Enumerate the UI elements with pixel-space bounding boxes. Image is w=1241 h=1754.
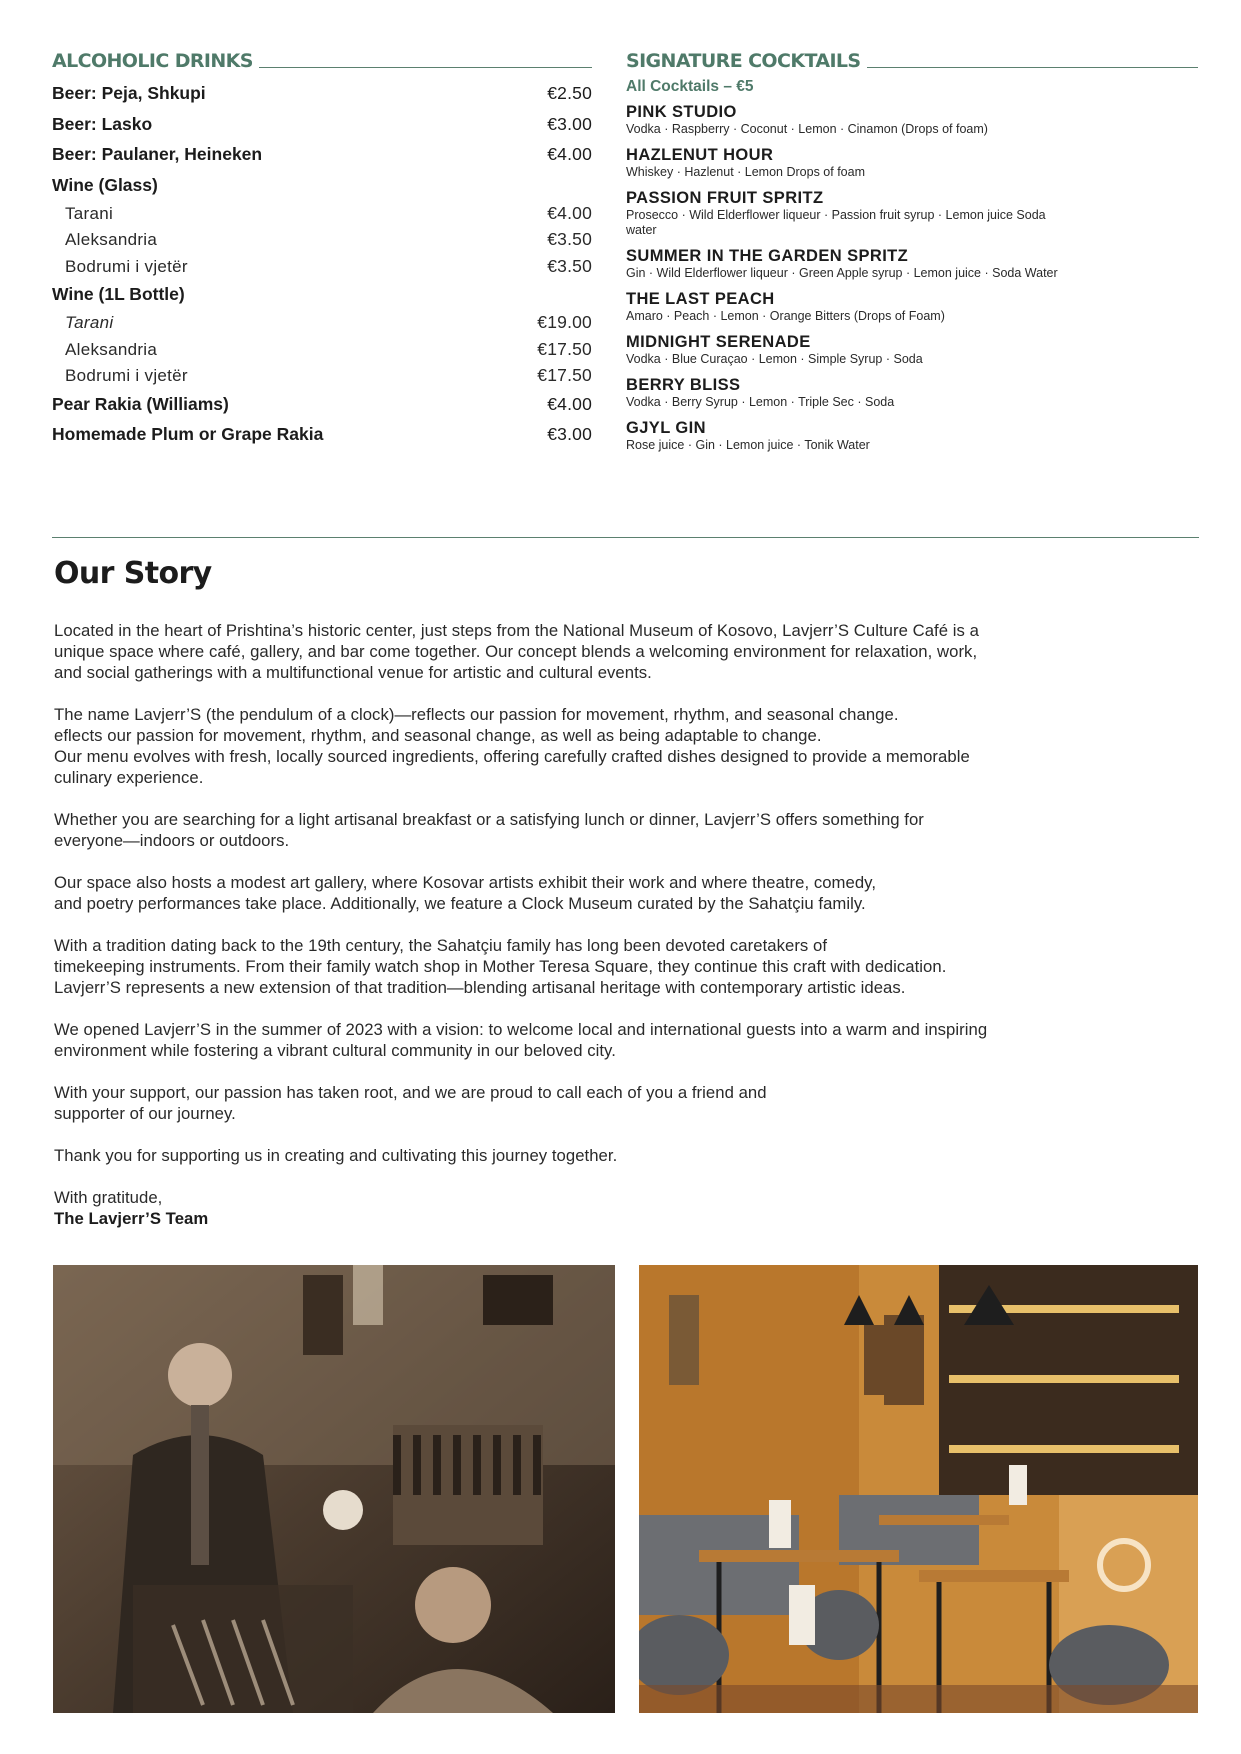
signature-cocktails-section — [626, 48, 1198, 461]
section-divider — [52, 537, 1199, 538]
cocktail-item — [626, 102, 1198, 137]
watch-shop-photo — [53, 1265, 615, 1713]
cocktail-item — [626, 246, 1198, 281]
cocktail-item — [626, 375, 1198, 410]
menu-item — [52, 336, 592, 363]
cocktail-name: PINK STUDIO — [626, 103, 737, 121]
item-name: Beer: Lasko — [52, 113, 153, 134]
cocktail-ingredients: Prosecco · Wild Elderflower liqueur · Passion fruit syrup · Lemon juice Soda water — [626, 208, 1046, 237]
item-price: €17.50 — [537, 338, 592, 359]
drink-list — [52, 78, 592, 450]
menu-item — [52, 78, 592, 109]
story-line: With a tradition dating back to the 19th century, the Sahatçiu family has long been devoted caretakers of — [54, 936, 828, 955]
item-name: Tarani — [65, 313, 114, 332]
cocktail-name: HAZLENUT HOUR — [626, 146, 774, 164]
item-price: €4.00 — [547, 393, 592, 414]
story-line: and social gatherings with a multifunctional venue for artistic and cultural events. — [54, 663, 652, 682]
item-name: Bodrumi i vjetër — [65, 256, 188, 276]
story-paragraph — [54, 935, 1204, 998]
item-price: €3.50 — [547, 229, 592, 249]
item-name: Beer: Paulaner, Heineken — [52, 144, 263, 164]
story-paragraph — [54, 872, 1204, 914]
section-rule — [867, 67, 1198, 68]
cocktail-item — [626, 145, 1198, 180]
story-line: The name Lavjerr’S (the pendulum of a clock)—reflects our passion for movement, rhythm, and seasonal change. — [54, 705, 899, 724]
watch-shop-illustration — [53, 1265, 615, 1713]
menu-item — [52, 226, 592, 253]
item-price: €4.00 — [547, 144, 592, 164]
wine-bottle-heading — [52, 279, 592, 309]
menu-item — [52, 309, 592, 336]
section-header — [52, 48, 592, 72]
item-name: Homemade Plum or Grape Rakia — [52, 424, 324, 444]
group-heading: Wine (Glass) — [52, 174, 158, 195]
item-name: Tarani — [65, 203, 114, 223]
story-line: Our menu evolves with fresh, locally sourced ingredients, offering carefully crafted dishes designed to provide a memorable — [54, 747, 970, 766]
story-line: supporter of our journey. — [54, 1104, 236, 1123]
story-line: Located in the heart of Prishtina’s historic center, just steps from the National Museum of Kosovo, Lavjerr’S Culture Café is a — [54, 621, 979, 640]
story-line: eflects our passion for movement, rhythm, and seasonal change, as well as being adaptable to change. — [54, 726, 822, 745]
cocktail-ingredients: Gin · Wild Elderflower liqueur · Green Apple syrup · Lemon juice · Soda Water — [626, 266, 1058, 280]
cocktail-ingredients: Rose juice · Gin · Lemon juice · Tonik Water — [626, 438, 870, 452]
section-title: ALCOHOLIC DRINKS — [52, 50, 253, 72]
item-name: Aleksandria — [65, 339, 158, 359]
cocktail-name: SUMMER IN THE GARDEN SPRITZ — [626, 247, 909, 265]
story-line: culinary experience. — [54, 768, 204, 787]
story-line: timekeeping instruments. From their family watch shop in Mother Teresa Square, they continue this craft with dedication. — [54, 957, 947, 976]
story-paragraph — [54, 1082, 1204, 1124]
menu-item — [52, 362, 592, 389]
item-price: €19.00 — [537, 312, 592, 332]
cocktail-price-note: All Cocktails – €5 — [626, 78, 754, 95]
story-paragraph — [54, 620, 1204, 683]
story-line: We opened Lavjerr’S in the summer of 2023 with a vision: to welcome local and international guests into a warm and inspiring — [54, 1020, 988, 1039]
story-line: unique space where café, gallery, and bar come together. Our concept blends a welcoming environment for relaxation, work, — [54, 642, 978, 661]
cocktail-name: THE LAST PEACH — [626, 290, 775, 308]
story-line: Thank you for supporting us in creating and cultivating this journey together. — [54, 1146, 618, 1165]
story-paragraph — [54, 809, 1204, 851]
menu-item — [52, 200, 592, 227]
signoff-text: With gratitude, — [54, 1188, 163, 1207]
cocktail-ingredients: Vodka · Raspberry · Coconut · Lemon · Cinamon (Drops of foam) — [626, 122, 988, 136]
section-header — [626, 48, 1198, 72]
alcoholic-drinks-section — [52, 48, 592, 450]
cocktail-ingredients: Vodka · Berry Syrup · Lemon · Triple Sec · Soda — [626, 395, 895, 409]
story-line: Our space also hosts a modest art gallery, where Kosovar artists exhibit their work and where theatre, comedy, — [54, 873, 877, 892]
story-paragraph — [54, 1145, 1204, 1166]
story-paragraph — [54, 704, 1204, 788]
cocktail-ingredients: Whiskey · Hazlenut · Lemon Drops of foam — [626, 165, 865, 179]
item-price: €17.50 — [537, 365, 592, 385]
section-rule — [259, 67, 592, 68]
cocktail-name: GJYL GIN — [626, 419, 706, 437]
group-heading: Wine (1L Bottle) — [52, 284, 185, 304]
story-line: Lavjerr’S represents a new extension of that tradition—blending artisanal heritage with contemporary artistic ideas. — [54, 978, 906, 997]
story-line: Whether you are searching for a light artisanal breakfast or a satisfying lunch or dinner, Lavjerr’S offers something for — [54, 810, 924, 829]
cocktail-name: MIDNIGHT SERENADE — [626, 333, 811, 351]
cocktail-name: PASSION FRUIT SPRITZ — [626, 189, 824, 207]
story-signoff — [54, 1187, 1204, 1229]
item-price: €3.00 — [547, 113, 592, 134]
item-name: Aleksandria — [65, 230, 158, 249]
menu-item — [52, 419, 592, 450]
story-line: With your support, our passion has taken root, and we are proud to call each of you a friend and — [54, 1083, 767, 1102]
item-price: €3.50 — [547, 255, 592, 276]
item-name: Beer: Peja, Shkupi — [52, 83, 206, 103]
menu-item — [52, 253, 592, 280]
cocktail-item — [626, 188, 1198, 238]
story-line: everyone—indoors or outdoors. — [54, 831, 290, 850]
menu-item — [52, 389, 592, 420]
item-name: Bodrumi i vjetër — [65, 366, 188, 385]
story-body — [54, 620, 1204, 1250]
cafe-interior-illustration — [639, 1265, 1198, 1713]
wine-glass-heading — [52, 170, 592, 200]
cocktail-item — [626, 418, 1198, 453]
cocktail-ingredients: Amaro · Peach · Lemon · Orange Bitters (Drops of Foam) — [626, 309, 945, 323]
cocktail-name: BERRY BLISS — [626, 376, 741, 394]
item-price: €2.50 — [547, 83, 592, 103]
story-title: Our Story — [54, 556, 212, 591]
item-price: €4.00 — [547, 202, 592, 223]
story-paragraph — [54, 1019, 1204, 1061]
section-title: SIGNATURE COCKTAILS — [626, 50, 861, 72]
signoff-team: The Lavjerr’S Team — [54, 1209, 209, 1228]
cocktail-item — [626, 332, 1198, 367]
story-line: environment while fostering a vibrant cultural community in our beloved city. — [54, 1041, 616, 1060]
menu-item — [52, 139, 592, 170]
story-line: and poetry performances take place. Additionally, we feature a Clock Museum curated by the Sahatçiu family. — [54, 894, 866, 913]
cafe-interior-photo — [639, 1265, 1198, 1713]
item-name: Pear Rakia (Williams) — [52, 393, 229, 414]
item-price: €3.00 — [547, 424, 592, 444]
cocktail-item — [626, 289, 1198, 324]
menu-item — [52, 109, 592, 140]
cocktail-ingredients: Vodka · Blue Curaçao · Lemon · Simple Syrup · Soda — [626, 352, 923, 366]
